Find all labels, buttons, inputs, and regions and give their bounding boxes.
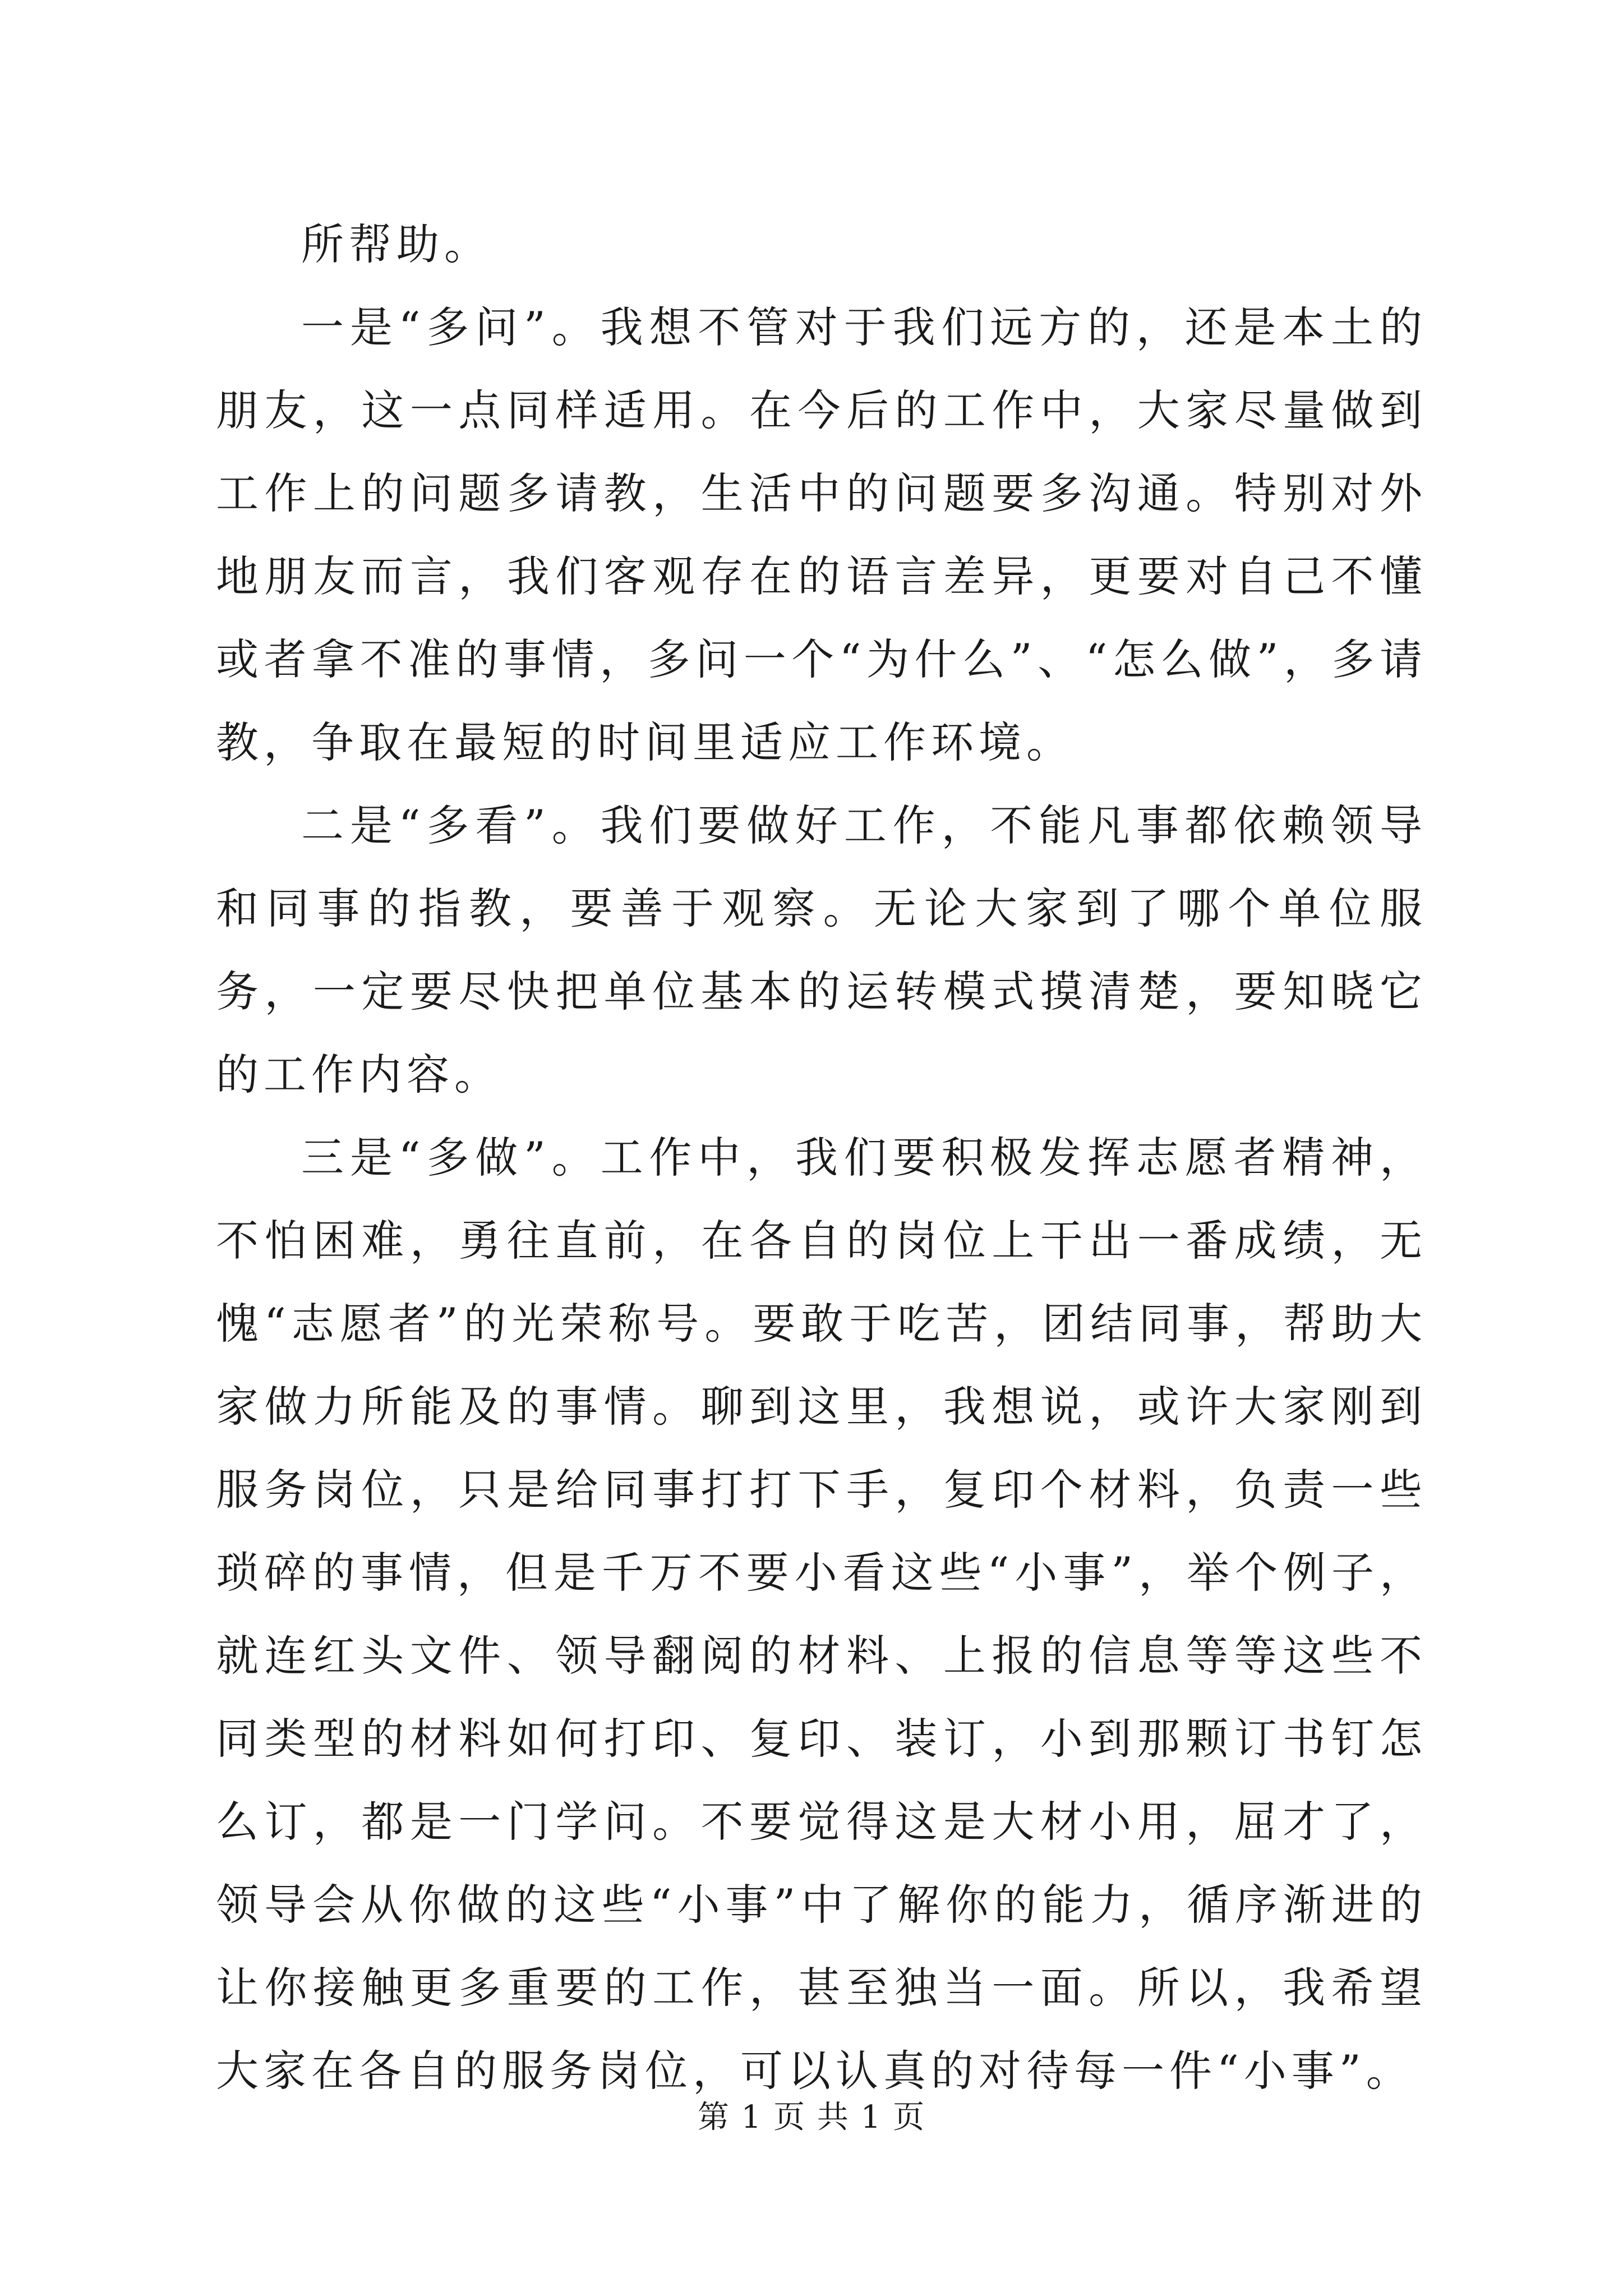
paragraph-duokan: 二是“多看”。我们要做好工作，不能凡事都依赖领导和同事的指教，要善于观察。无论大家到了哪个单位服务，一定要尽快把单位基本的运转模式摸清楚，要知晓它的工作内容。 xyxy=(216,800,1427,1099)
document-body xyxy=(216,203,1427,2113)
paragraph-duozuo: 三是“多做”。工作中，我们要积极发挥志愿者精神，不怕困难，勇往直前，在各自的岗位上干出一番成绩，无愧“志愿者”的光荣称号。要敢于吃苦，团结同事，帮助大家做力所能及的事情。聊到这里，我想说，或许大家刚到服务岗位，只是给同事打打下手，复印个材料，负责一些琐碎的事情，但是千万不要小看这些“小事”，举个例子，就连红头文件、领导翻阅的材料、上报的信息等等这些不同类型的材料如何打印、复印、装订，小到那颗订书钉怎么订，都是一门学问。不要觉得这是大材小用，屈才了，领导会从你做的这些“小事”中了解你的能力，循序渐进的让你接触更多重要的工作，甚至独当一面。所以，我希望大家在各自的服务岗位，可以认真的对待每一件“小事”。 xyxy=(216,1133,1427,2096)
paragraph-duowen: 一是“多问”。我想不管对于我们远方的，还是本土的朋友，这一点同样适用。在今后的工作中，大家尽量做到工作上的问题多请教，生活中的问题要多沟通。特别对外地朋友而言，我们客观存在的语言差异，更要对自己不懂或者拿不准的事情，多问一个“为什么”、“怎么做”，多请教，争取在最短的时间里适应工作环境。 xyxy=(216,302,1427,767)
paragraph-continuation: 所帮助。 xyxy=(301,219,492,269)
page-footer: 第 1 页 共 1 页 xyxy=(697,2099,926,2136)
